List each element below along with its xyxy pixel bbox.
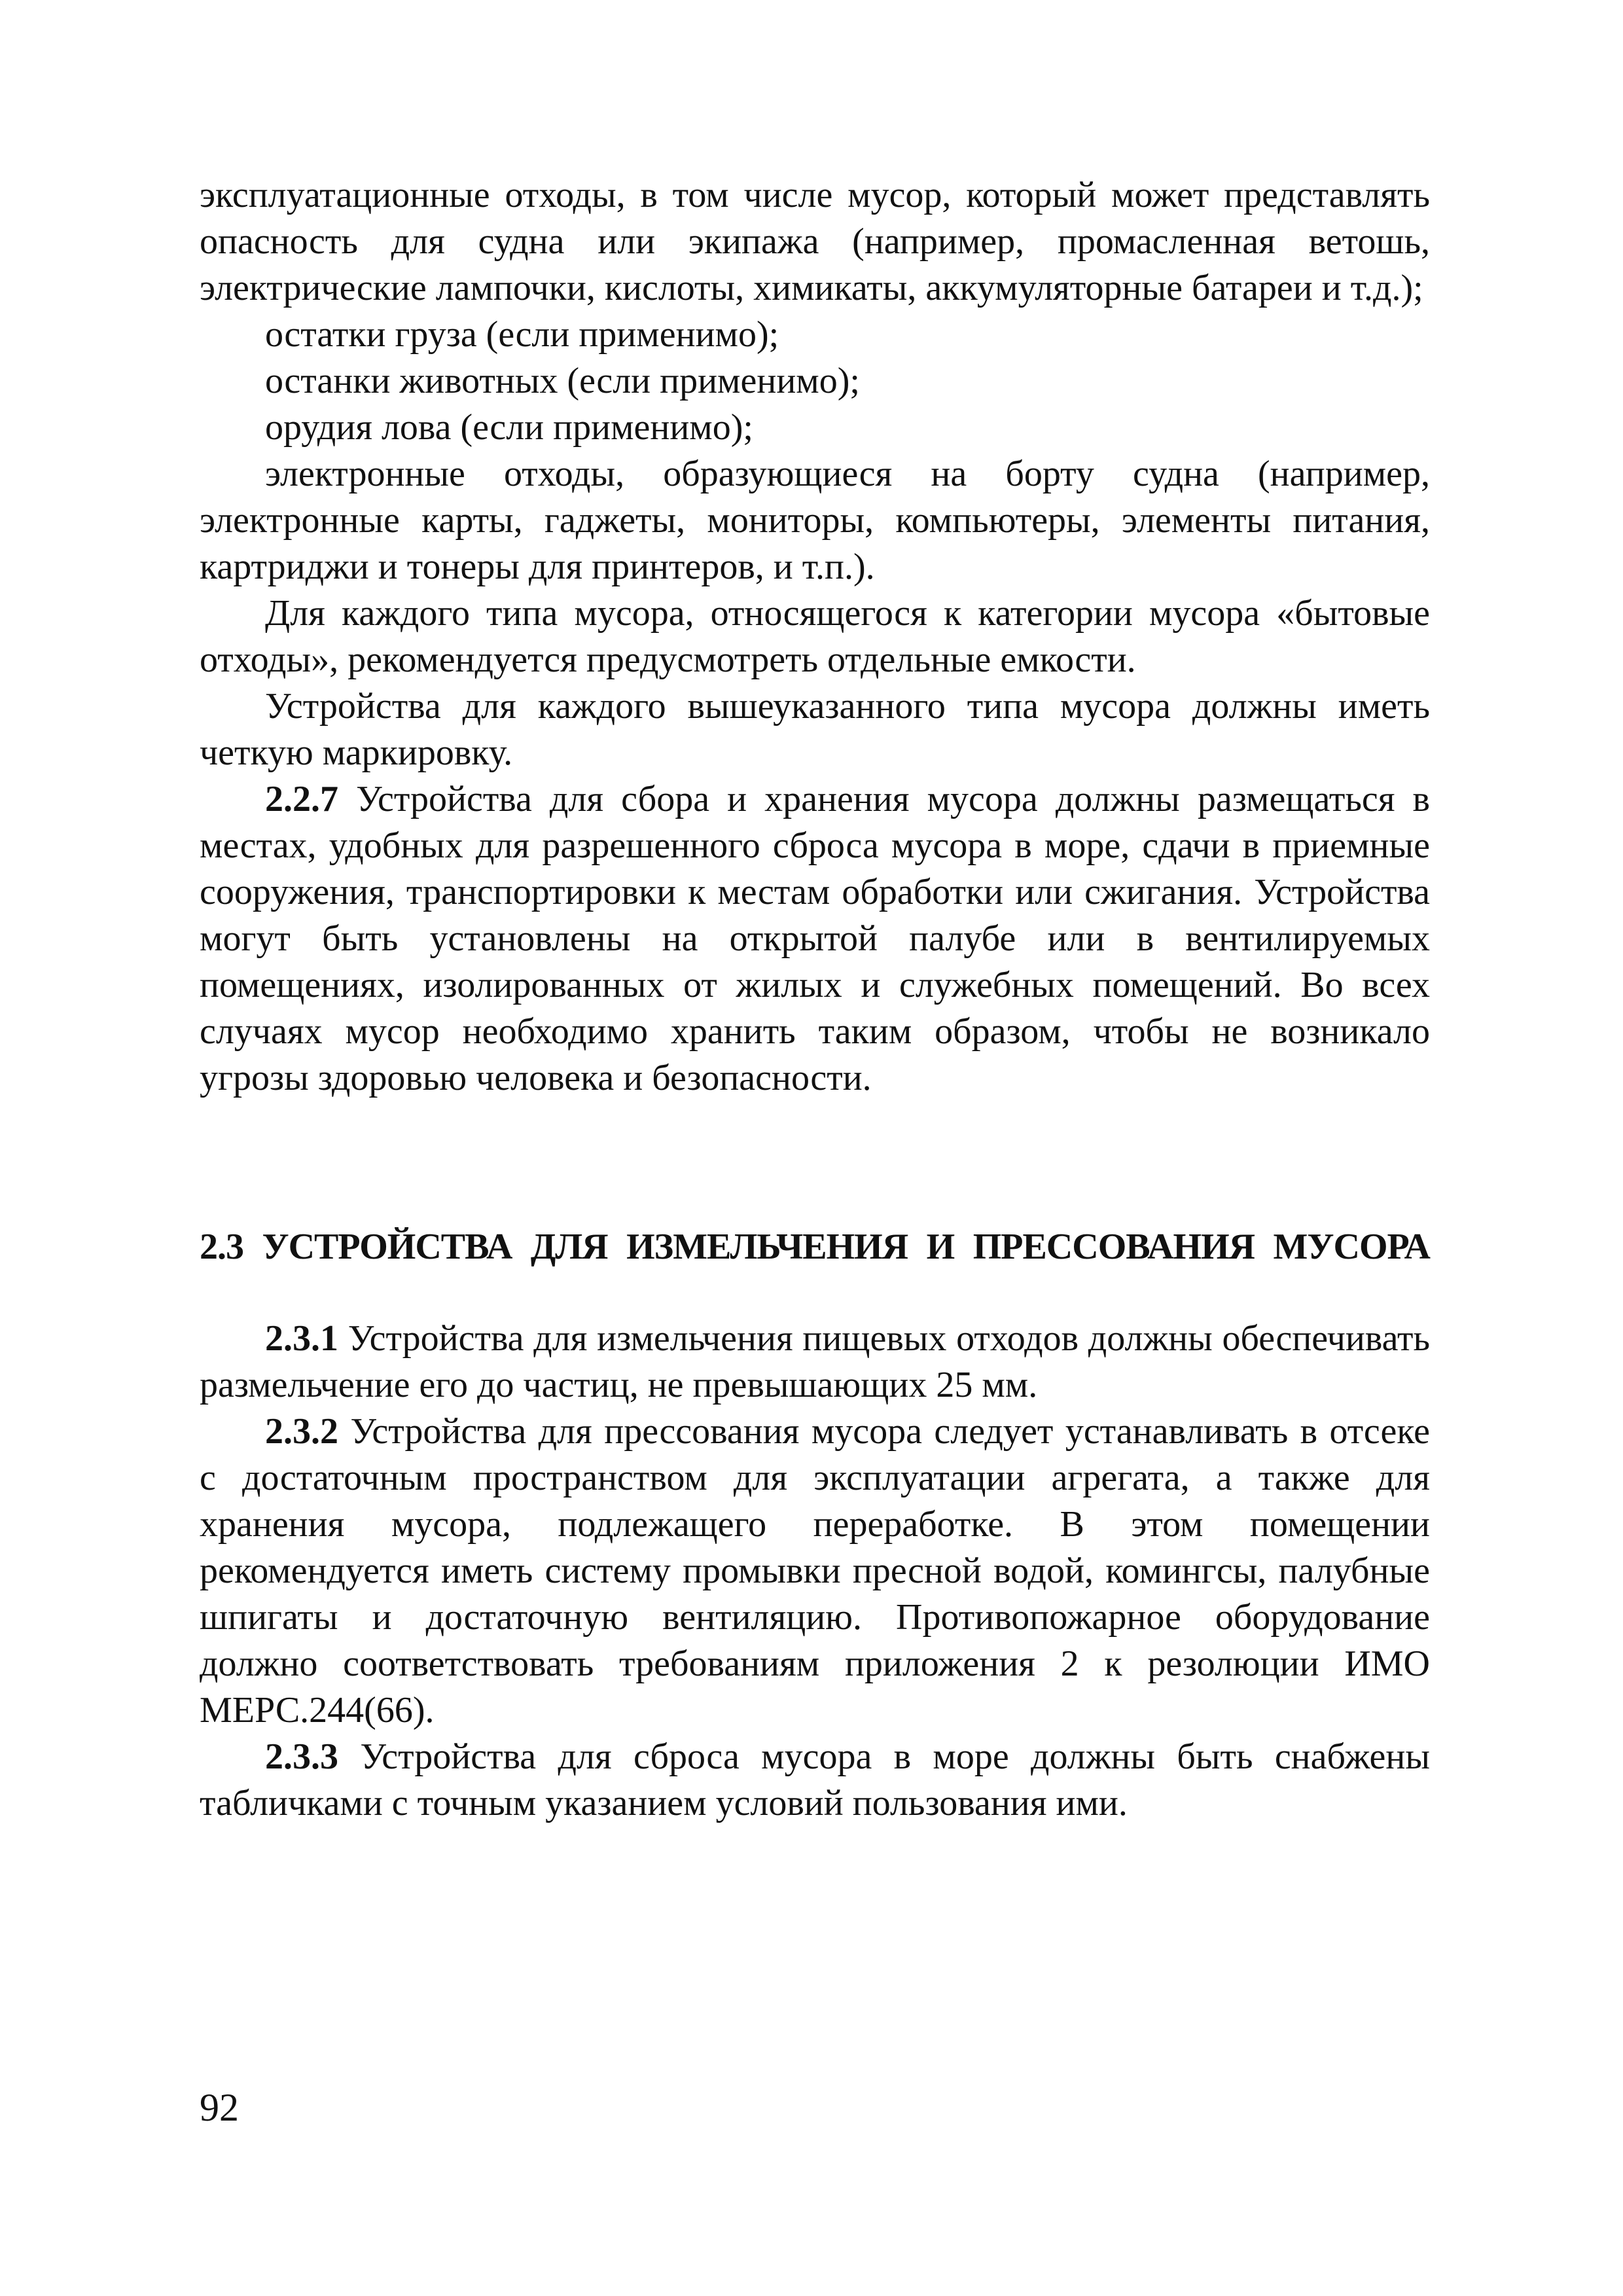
body-text-upper: [200, 172, 1430, 1102]
paragraph-2-3-2: [200, 1408, 1430, 1734]
clause-number: 2.2.7: [265, 779, 338, 819]
body-text-lower: [200, 1316, 1430, 1827]
paragraph-operational-waste: эксплуатационные отходы, в том числе мусор, который может представлять опасность для судна или экипажа (например, промасленная ветошь, электрические лампочки, кислоты, химикаты, аккумуляторные батареи и т.д.);: [200, 175, 1430, 308]
paragraph-marking: Устройства для каждого вышеуказанного типа мусора должны иметь четкую маркировку.: [200, 686, 1430, 773]
list-item-e-waste: электронные отходы, образующиеся на борту судна (например, электронные карты, гаджеты, мониторы, компьютеры, элементы питания, картриджи и тонеры для принтеров, и т.п.).: [200, 454, 1430, 587]
clause-text: Устройства для измельчения пищевых отходов должны обеспечивать размельчение его до частиц, не превышающих 25 мм.: [200, 1318, 1430, 1405]
section-heading: 2.3 УСТРОЙСТВА ДЛЯ ИЗМЕЛЬЧЕНИЯ И ПРЕССОВАНИЯ МУСОРА: [200, 1227, 1430, 1267]
clause-text: Устройства для сбора и хранения мусора должны размещаться в местах, удобных для разрешенного сброса мусора в море, сдачи в приемные сооружения, транспортировки к местам обработки или сжигания. Устройства могут быть установлены на открытой палубе или в вентилируемых помещениях, изолированных от жилых и служебных помещений. Во всех случаях мусор необходимо хранить таким образом, чтобы не возникало угрозы здоровью человека и безопасности.: [200, 779, 1430, 1098]
clause-text: Устройства для прессования мусора следует устанавливать в отсеке с достаточным пространством для эксплуатации агрегата, а также для хранения мусора, подлежащего переработке. В этом помещении рекомендуется иметь систему промывки пресной водой, комингсы, палубные шпигаты и достаточную вентиляцию. Противопожарное оборудование должно соответствовать требованиям приложения 2 к резолюции ИМО МЕРС.244(66).: [200, 1411, 1430, 1731]
paragraph-domestic-waste-containers: Для каждого типа мусора, относящегося к категории мусора «бытовые отходы», рекомендуется предусмотреть отдельные емкости.: [200, 593, 1430, 680]
page-number: 92: [200, 2086, 239, 2129]
paragraph-2-3-3: [200, 1734, 1430, 1827]
clause-text: Устройства для сброса мусора в море должны быть снабжены табличками с точным указанием условий пользования ими.: [200, 1736, 1430, 1823]
list-item-cargo-residues: остатки груза (если применимо);: [265, 314, 779, 355]
clause-number: 2.3.1: [265, 1318, 338, 1359]
list-item-animal-carcasses: останки животных (если применимо);: [265, 361, 860, 401]
clause-number: 2.3.2: [265, 1411, 338, 1452]
paragraph-2-2-7: [200, 776, 1430, 1102]
clause-number: 2.3.3: [265, 1736, 338, 1777]
list-item-fishing-gear: орудия лова (если применимо);: [265, 407, 753, 448]
paragraph-2-3-1: [200, 1316, 1430, 1408]
